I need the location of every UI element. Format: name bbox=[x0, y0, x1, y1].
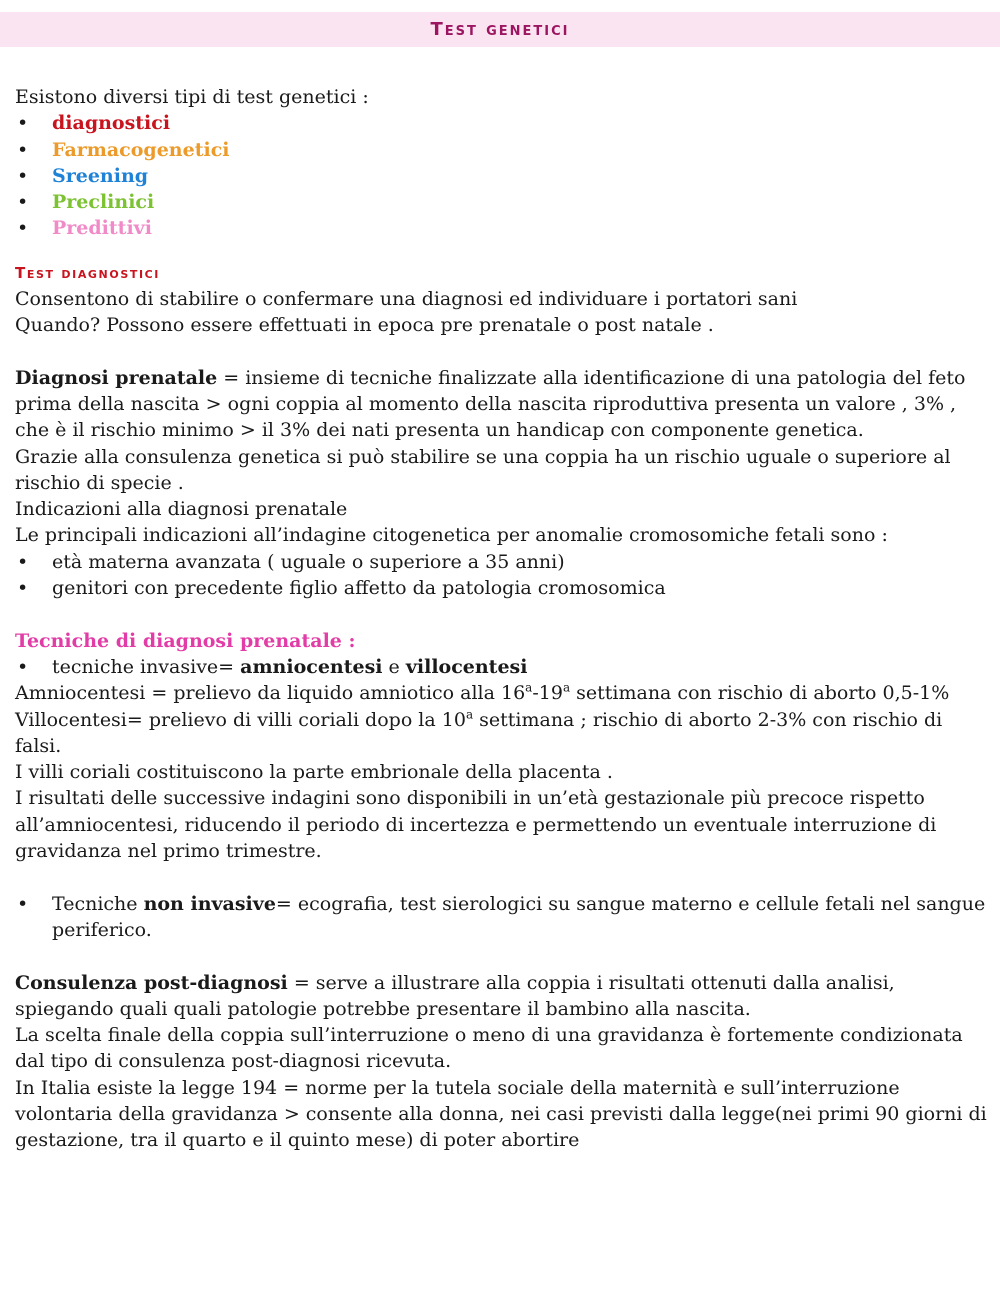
spacer bbox=[15, 601, 990, 627]
bullet-marker: • bbox=[17, 892, 29, 915]
bullet-marker: • bbox=[17, 655, 29, 678]
test-type-label: Farmacogenetici bbox=[52, 138, 230, 161]
post-diagnosis-text: = serve a illustrare alla coppia i risultati ottenuti dalla analisi, spiegando quali quali patologie potrebbe presentare il bambino alla nascita. bbox=[15, 971, 895, 1020]
counseling-paragraph: Grazie alla consulenza genetica si può stabilire se una coppia ha un rischio uguale o superiore al rischio di specie . bbox=[15, 445, 951, 494]
page-title: Test genetici bbox=[430, 19, 570, 40]
amnio-text-b: -19 bbox=[532, 682, 563, 705]
spacer bbox=[15, 242, 990, 260]
invasive-prefix: tecniche invasive= bbox=[52, 655, 241, 678]
spacer bbox=[15, 943, 990, 969]
term-non-invasive: non invasive bbox=[143, 892, 276, 915]
list-item bbox=[15, 549, 990, 575]
indications-intro: Le principali indicazioni all’indagine citogenetica per anomalie cromosomiche fetali sono : bbox=[15, 524, 888, 547]
bullet-marker: • bbox=[17, 164, 29, 187]
prenatal-definition-text: = insieme di tecniche finalizzate alla identificazione di una patologia del feto prima della nascita > ogni coppia al momento della nascita riproduttiva presenta un valore , 3% , che è il rischio minimo > il 3% dei nati presenta un handicap con componente genetica. bbox=[15, 366, 966, 442]
list-item-invasive bbox=[15, 654, 990, 680]
law-paragraph: In Italia esiste la legge 194 = norme per la tutela sociale della maternità e sull’interruzione volontaria della gravidanza > consente alla donna, nei casi previsti dalla legge(nei primi 90 giorni di gestazione, tra il quarto e il quinto mese) di poter abortire bbox=[15, 1076, 987, 1152]
amnio-text-a: Amniocentesi = prelievo da liquido amniotico alla 16 bbox=[15, 682, 526, 705]
noninv-prefix: Tecniche bbox=[52, 892, 144, 915]
amniocentesi-line bbox=[15, 680, 990, 706]
diag-line-2: Quando? Possono essere effettuati in epoca pre prenatale o post natale . bbox=[15, 314, 714, 337]
spacer bbox=[15, 338, 990, 364]
villocentesi-line bbox=[15, 707, 990, 760]
term-consulenza-post-diagnosi: Consulenza post-diagnosi bbox=[15, 971, 288, 994]
superscript: a bbox=[525, 680, 533, 695]
bullet-marker: • bbox=[17, 577, 29, 600]
villo-text-a: Villocentesi= prelievo di villi coriali dopo la 10 bbox=[15, 708, 466, 731]
indications-title: Indicazioni alla diagnosi prenatale bbox=[15, 498, 348, 521]
villo-text-b: settimana ; rischio di aborto 2-3% con rischio di falsi. bbox=[15, 708, 943, 757]
amnio-text-c: settimana con rischio di aborto 0,5-1% bbox=[570, 682, 950, 705]
document-body bbox=[15, 84, 990, 1154]
bullet-marker: • bbox=[17, 112, 29, 135]
term-villocentesi: villocentesi bbox=[405, 655, 528, 678]
test-type-label: Preclinici bbox=[52, 191, 155, 214]
choice-paragraph: La scelta finale della coppia sull’interruzione o meno di una gravidanza è fortemente condizionata dal tipo di consulenza post-diagnosi ricevuta. bbox=[15, 1024, 963, 1073]
noninv-rest: = ecografia, test sierologici su sangue materno e cellule fetali nel sangue periferico. bbox=[52, 892, 986, 941]
bullet-marker: • bbox=[17, 217, 29, 240]
section-heading-test-diagnostici: Test diagnostici bbox=[15, 263, 161, 282]
post-diagnosis-definition bbox=[15, 970, 990, 1023]
indication-text: genitori con precedente figlio affetto da patologia cromosomica bbox=[52, 577, 666, 600]
list-item bbox=[15, 575, 990, 601]
title-bar bbox=[0, 12, 1000, 47]
section-heading-tecniche: Tecniche di diagnosi prenatale : bbox=[15, 629, 356, 652]
term-diagnosi-prenatale: Diagnosi prenatale bbox=[15, 366, 218, 389]
list-item-non-invasive bbox=[15, 891, 990, 944]
bullet-marker: • bbox=[17, 138, 29, 161]
list-item-farmacogenetici bbox=[15, 137, 990, 163]
villi-line: I villi coriali costituiscono la parte embrionale della placenta . bbox=[15, 761, 613, 784]
bullet-marker: • bbox=[17, 550, 29, 573]
list-item-predittivi bbox=[15, 215, 990, 241]
superscript: a bbox=[562, 680, 571, 695]
indication-text: età materna avanzata ( uguale o superiore a 35 anni) bbox=[52, 550, 565, 573]
test-type-label: Sreening bbox=[52, 164, 149, 187]
prenatal-definition bbox=[15, 365, 990, 444]
list-item-diagnostici bbox=[15, 110, 990, 136]
list-item-sreening bbox=[15, 163, 990, 189]
intro-line: Esistono diversi tipi di test genetici : bbox=[15, 86, 369, 108]
bullet-marker: • bbox=[17, 191, 29, 214]
list-item-preclinici bbox=[15, 189, 990, 215]
superscript: a bbox=[465, 707, 474, 722]
invasive-conj: e bbox=[382, 655, 406, 678]
results-paragraph: I risultati delle successive indagini sono disponibili in un’età gestazionale più precoce rispetto all’amniocentesi, riducendo il periodo di incertezza e permettendo un eventuale interruzione di gravidanza nel primo trimestre. bbox=[15, 787, 937, 863]
term-amniocentesi: amniocentesi bbox=[240, 655, 383, 678]
test-type-label: diagnostici bbox=[52, 112, 171, 135]
diag-line-1: Consentono di stabilire o confermare una diagnosi ed individuare i portatori sani bbox=[15, 287, 798, 310]
spacer bbox=[15, 864, 990, 890]
test-type-label: Predittivi bbox=[52, 217, 152, 240]
